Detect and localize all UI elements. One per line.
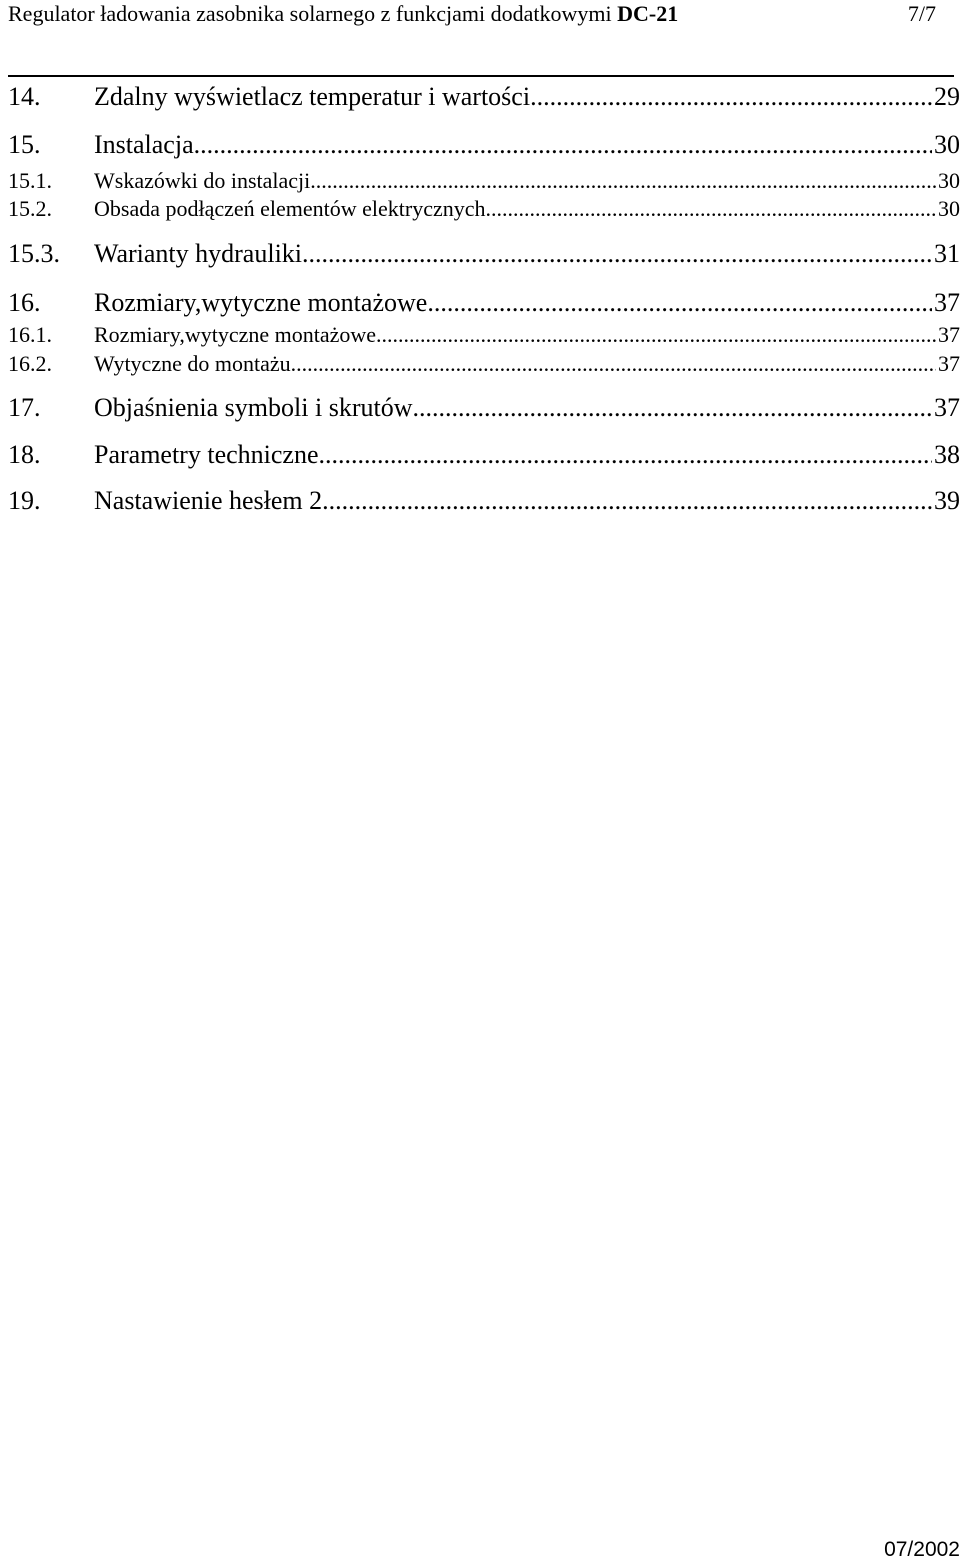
toc-leader-dots [319, 438, 933, 472]
toc-entry-number: 16. [8, 288, 41, 317]
toc-entry-15-3[interactable] [8, 237, 960, 271]
toc-entry-page: 38 [934, 440, 960, 469]
toc-leader-dots [322, 484, 932, 518]
toc-entry-15[interactable] [8, 128, 960, 162]
toc-leader-dots [486, 195, 936, 223]
toc-entry-label: Obsada podłączeń elementów elektrycznych [94, 196, 486, 221]
toc-entry-label: Wskazówki do instalacji [94, 168, 311, 193]
toc-entry-page: 30 [938, 196, 960, 221]
toc-entry-number: 16.1. [8, 322, 52, 347]
toc-leader-dots [310, 167, 936, 195]
toc-entry-label: Warianty hydrauliki [94, 239, 303, 268]
toc-leader-dots [376, 321, 936, 349]
toc-entry-page: 29 [934, 82, 960, 111]
toc-entry-14[interactable] [8, 80, 960, 114]
toc-entry-label: Zdalny wyświetlacz temperatur i wartości [94, 82, 531, 111]
toc-leader-dots [427, 286, 932, 320]
toc-entry-number: 19. [8, 486, 41, 515]
toc-leader-dots [530, 80, 932, 114]
toc-leader-dots [291, 350, 936, 378]
toc-entry-16-2[interactable] [8, 350, 960, 378]
toc-entry-label: Wytyczne do montażu [94, 351, 291, 376]
toc-entry-page: 30 [934, 130, 960, 159]
toc-entry-page: 31 [934, 239, 960, 268]
toc-entry-18[interactable] [8, 438, 960, 472]
toc-entry-15-1[interactable] [8, 167, 960, 195]
toc-entry-label: Rozmiary,wytyczne montażowe [94, 322, 377, 347]
toc-entry-page: 30 [938, 168, 960, 193]
toc-leader-dots [194, 128, 932, 162]
toc-entry-number: 16.2. [8, 351, 52, 376]
footer-date: 07/2002 [884, 1538, 960, 1561]
toc-entry-17[interactable] [8, 391, 960, 425]
toc-entry-16[interactable] [8, 286, 960, 320]
toc-entry-page: 39 [934, 486, 960, 515]
toc-entry-number: 15.2. [8, 196, 52, 221]
toc-entry-label: Rozmiary,wytyczne montażowe [94, 288, 428, 317]
toc-entry-label: Parametry techniczne [94, 440, 319, 469]
toc-entry-number: 15.3. [8, 239, 60, 268]
page-number: 7/7 [907, 1, 936, 26]
toc-entry-label: Objaśnienia symboli i skrutów [94, 393, 413, 422]
toc-entry-label: Nastawienie hesłem 2 [94, 486, 323, 515]
toc-leader-dots [412, 391, 932, 425]
document-title [8, 0, 678, 28]
toc-entry-16-1[interactable] [8, 321, 960, 349]
toc-entry-page: 37 [938, 322, 960, 347]
toc-entry-number: 14. [8, 82, 41, 111]
toc-entry-number: 18. [8, 440, 41, 469]
toc-entry-number: 15.1. [8, 168, 52, 193]
toc-leader-dots [302, 237, 932, 271]
toc-entry-number: 15. [8, 130, 41, 159]
toc-entry-label: Instalacja [94, 130, 194, 159]
document-title-text: Regulator ładowania zasobnika solarnego z funkcjami dodatkowymi [8, 1, 612, 26]
toc-entry-page: 37 [934, 393, 960, 422]
model-name: DC-21 [617, 1, 679, 26]
header-divider [8, 75, 954, 77]
toc-entry-15-2[interactable] [8, 195, 960, 223]
toc-entry-page: 37 [938, 351, 960, 376]
toc-entry-page: 37 [934, 288, 960, 317]
toc-entry-number: 17. [8, 393, 41, 422]
page-header [8, 0, 936, 28]
toc-entry-19[interactable] [8, 484, 960, 518]
